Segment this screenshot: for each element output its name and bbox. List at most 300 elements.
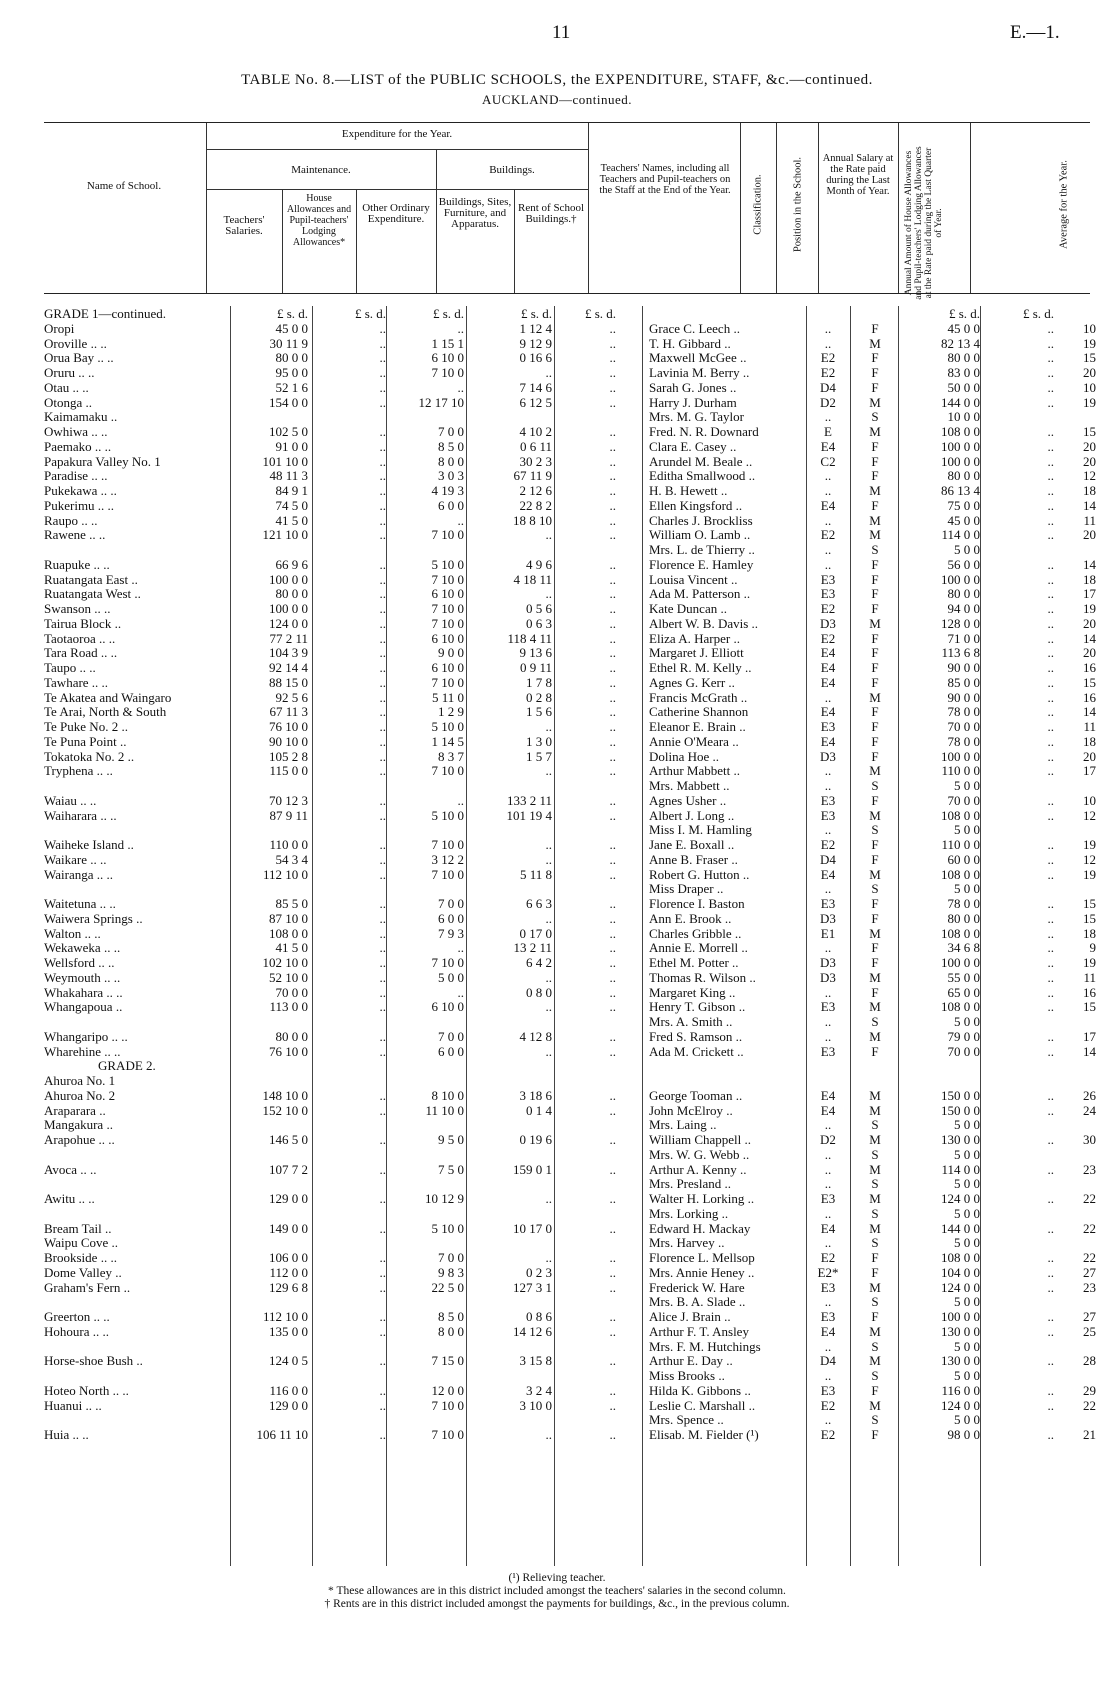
other-expenditure-cell: .. <box>457 940 464 956</box>
classification-cell: .. <box>824 822 832 838</box>
classification-cell: D3 <box>820 615 836 631</box>
annual-salary-cell: 110 0 0 <box>941 837 980 852</box>
house-allowances-cell: .. <box>379 1161 386 1177</box>
average-cell: 12 <box>1083 468 1096 484</box>
school-name: Wharehine .. .. <box>44 1043 121 1059</box>
rent-cell: .. <box>609 733 616 749</box>
classification-cell: D4 <box>820 379 836 395</box>
classification-cell: .. <box>824 1176 832 1192</box>
rent-cell: .. <box>609 615 616 631</box>
house-amount-cell: .. <box>1047 704 1054 720</box>
teacher-name: Florence I. Baston <box>649 896 745 911</box>
position-cell: M <box>869 1102 881 1118</box>
position-cell: F <box>871 601 879 616</box>
header-annual-salary: Annual Salary at the Rate paid during the Last Month of Year. <box>822 153 894 197</box>
annual-salary-cell: 108 0 0 <box>941 925 980 941</box>
buildings-cell: 9 12 9 <box>519 335 552 351</box>
table-row <box>0 365 1114 381</box>
teacher-name: Mrs. Spence .. <box>649 1412 724 1428</box>
other-expenditure-cell: 7 10 0 <box>431 365 464 380</box>
teacher-name: Arthur Mabbett .. <box>649 763 740 779</box>
teachers-salaries-cell: 100 0 0 <box>269 601 308 616</box>
classification-cell: .. <box>824 778 832 793</box>
other-expenditure-cell: 7 10 0 <box>431 1397 464 1413</box>
rent-cell: .. <box>609 497 616 513</box>
position-cell: F <box>871 1043 879 1059</box>
rent-cell: .. <box>609 807 616 823</box>
average-cell: 20 <box>1083 453 1096 469</box>
school-name: Ruatangata West .. <box>44 586 141 602</box>
table-row <box>0 395 1114 411</box>
average-cell: 9 <box>1089 940 1096 956</box>
school-name: Owhiwa .. .. <box>44 424 108 439</box>
teacher-name: Ethel R. M. Kelly .. <box>649 660 752 675</box>
other-expenditure-cell: 7 10 0 <box>431 763 464 779</box>
position-cell: F <box>871 792 879 808</box>
other-expenditure-cell: 6 10 0 <box>431 630 464 646</box>
average-cell: 12 <box>1083 851 1096 867</box>
house-allowances-cell: .. <box>379 645 386 661</box>
position-cell: S <box>871 1294 879 1310</box>
other-expenditure-cell: .. <box>457 320 464 336</box>
house-allowances-cell: .. <box>379 1191 386 1206</box>
buildings-cell: 1 7 8 <box>526 674 552 690</box>
rent-cell: .. <box>609 792 616 808</box>
house-allowances-cell: .. <box>379 719 386 734</box>
average-cell: 14 <box>1083 556 1096 572</box>
teachers-salaries-cell: 102 10 0 <box>262 955 308 970</box>
other-expenditure-cell: 9 5 0 <box>438 1132 464 1147</box>
rent-cell: .. <box>609 940 616 956</box>
annual-salary-cell: 108 0 0 <box>941 866 980 882</box>
position-cell: F <box>871 896 879 911</box>
other-expenditure-cell: 5 10 0 <box>431 807 464 823</box>
classification-cell: E3 <box>820 719 836 734</box>
classification-cell: E4 <box>820 1087 836 1103</box>
house-allowances-cell: .. <box>379 1427 386 1442</box>
buildings-cell: .. <box>545 527 552 543</box>
other-expenditure-cell: 6 10 0 <box>431 999 464 1015</box>
column-headers <box>44 122 1090 300</box>
annual-salary-cell: 114 0 0 <box>941 527 980 543</box>
other-expenditure-cell: .. <box>457 984 464 1000</box>
position-cell: S <box>871 409 879 425</box>
average-cell: 20 <box>1083 615 1096 631</box>
teachers-salaries-cell: 112 10 0 <box>262 1309 308 1324</box>
annual-salary-cell: 79 0 0 <box>947 1028 980 1044</box>
school-name: Wellsford .. .. <box>44 955 115 970</box>
teachers-salaries-cell: 116 0 0 <box>269 1382 308 1398</box>
other-expenditure-cell: 12 0 0 <box>431 1382 464 1398</box>
position-cell: M <box>869 969 881 985</box>
other-expenditure-cell: 1 15 1 <box>431 335 464 351</box>
classification-cell: E4 <box>820 438 836 454</box>
annual-salary-cell: 83 0 0 <box>947 365 980 380</box>
position-cell: M <box>869 615 881 631</box>
buildings-cell: 0 8 0 <box>526 984 552 1000</box>
position-cell: M <box>869 807 881 823</box>
school-name: Waipu Cove .. <box>44 1235 119 1251</box>
teacher-name: Florence L. Mellsop <box>649 1250 755 1265</box>
average-cell: 19 <box>1083 955 1096 970</box>
buildings-cell: 22 8 2 <box>519 497 552 513</box>
school-name: Avoca .. .. <box>44 1161 97 1177</box>
school-name: Tara Road .. .. <box>44 645 118 661</box>
teacher-name: Mrs. B. A. Slade .. <box>649 1294 746 1310</box>
house-allowances-cell: .. <box>379 320 386 336</box>
header-average: Average for the Year. <box>1058 160 1070 249</box>
annual-salary-cell: 100 0 0 <box>941 438 980 454</box>
house-amount-cell: .. <box>1047 999 1054 1015</box>
other-expenditure-cell: 7 10 0 <box>431 1427 464 1442</box>
annual-salary-cell: 98 0 0 <box>947 1427 980 1442</box>
position-cell: M <box>869 1353 881 1369</box>
position-cell: S <box>871 1146 879 1162</box>
position-cell: S <box>871 1176 879 1192</box>
classification-cell: .. <box>824 468 832 484</box>
school-name: Whangapoua .. <box>44 999 123 1015</box>
house-amount-cell: .. <box>1047 571 1054 587</box>
teacher-name: Hilda K. Gibbons .. <box>649 1382 751 1398</box>
other-expenditure-cell: 8 10 0 <box>431 1087 464 1103</box>
house-amount-cell: .. <box>1047 1043 1054 1059</box>
table-row <box>0 940 1114 956</box>
table-row <box>0 1309 1114 1325</box>
teacher-name: Catherine Shannon <box>649 704 749 720</box>
other-expenditure-cell: 7 10 0 <box>431 571 464 587</box>
other-expenditure-cell: .. <box>457 792 464 808</box>
rent-cell: .. <box>609 1309 616 1324</box>
average-cell: 22 <box>1083 1220 1096 1236</box>
house-amount-cell: .. <box>1047 453 1054 469</box>
buildings-cell: £ s. d. <box>520 306 552 321</box>
teacher-name: Charles Gribble .. <box>649 925 742 941</box>
school-name: Walton .. .. <box>44 925 101 941</box>
classification-cell: .. <box>824 1014 832 1029</box>
classification-cell: E4 <box>820 1220 836 1236</box>
school-name: Greerton .. .. <box>44 1309 110 1324</box>
buildings-cell: .. <box>545 851 552 867</box>
other-expenditure-cell: 6 0 0 <box>438 1043 464 1059</box>
annual-salary-cell: 5 0 0 <box>954 1294 980 1310</box>
school-name: Huanui .. .. <box>44 1397 102 1413</box>
house-amount-cell: .. <box>1047 1250 1054 1265</box>
buildings-cell: 3 18 6 <box>519 1087 552 1103</box>
teacher-name: Grace C. Leech .. <box>649 320 740 336</box>
rent-cell: .. <box>609 483 616 498</box>
buildings-cell: 4 9 6 <box>526 556 552 572</box>
position-cell: M <box>869 335 881 351</box>
rent-cell: .. <box>609 645 616 661</box>
average-cell: 14 <box>1083 497 1096 513</box>
position-cell: M <box>869 1132 881 1147</box>
house-amount-cell: .. <box>1047 955 1054 970</box>
school-name: Waikare .. .. <box>44 851 107 867</box>
classification-cell: E4 <box>820 660 836 675</box>
teacher-name: Miss Draper .. <box>649 881 724 897</box>
rent-cell: .. <box>609 1323 616 1339</box>
position-cell: M <box>869 1191 881 1206</box>
average-cell: 20 <box>1083 748 1096 764</box>
rent-cell: .. <box>609 1427 616 1442</box>
header-expenditure: Expenditure for the Year. <box>341 128 453 140</box>
house-amount-cell: .. <box>1047 1323 1054 1339</box>
other-expenditure-cell: .. <box>457 512 464 528</box>
annual-salary-cell: 108 0 0 <box>941 424 980 439</box>
table-row <box>0 1132 1114 1148</box>
buildings-cell: 0 5 6 <box>526 601 552 616</box>
teachers-salaries-cell: 41 5 0 <box>275 512 308 528</box>
position-cell: S <box>871 1338 879 1354</box>
position-cell: S <box>871 1368 879 1383</box>
buildings-cell: 1 5 7 <box>526 748 552 764</box>
buildings-cell: 0 2 8 <box>526 689 552 705</box>
position-cell: S <box>871 881 879 897</box>
annual-salary-cell: 86 13 4 <box>941 483 980 498</box>
house-amount-cell: .. <box>1047 896 1054 911</box>
teacher-name: Mrs. A. Smith .. <box>649 1014 733 1029</box>
annual-salary-cell: 5 0 0 <box>954 778 980 793</box>
house-allowances-cell: .. <box>379 955 386 970</box>
school-name: Waiau .. .. <box>44 792 97 808</box>
average-cell: 20 <box>1083 365 1096 380</box>
table-row <box>0 926 1114 942</box>
teacher-name: Arthur A. Kenny .. <box>649 1161 747 1177</box>
annual-salary-cell: 110 0 0 <box>941 763 980 779</box>
position-cell: S <box>871 1235 879 1251</box>
buildings-cell: 18 8 10 <box>513 512 552 528</box>
annual-salary-cell: 56 0 0 <box>947 556 980 572</box>
position-cell: F <box>871 379 879 395</box>
position-cell: F <box>871 365 879 380</box>
position-cell: F <box>871 453 879 469</box>
house-allowances-cell: .. <box>379 704 386 720</box>
school-name: Tawhare .. .. <box>44 674 109 690</box>
other-expenditure-cell: 7 9 3 <box>438 925 464 941</box>
header-buildings-group: Buildings. <box>489 164 535 176</box>
annual-salary-cell: 100 0 0 <box>941 1309 980 1324</box>
table-row <box>0 336 1114 352</box>
house-allowances-cell: .. <box>379 748 386 764</box>
teachers-salaries-cell: 70 0 0 <box>275 984 308 1000</box>
other-expenditure-cell: 5 0 0 <box>438 969 464 985</box>
annual-salary-cell: 130 0 0 <box>941 1323 980 1339</box>
other-expenditure-cell: 7 10 0 <box>431 866 464 882</box>
school-name: Oropi <box>44 320 75 336</box>
annual-salary-cell: 94 0 0 <box>947 601 980 616</box>
rent-cell: .. <box>609 1191 616 1206</box>
average-cell: 11 <box>1083 512 1096 528</box>
buildings-cell: 30 2 3 <box>519 453 552 469</box>
house-allowances-cell: .. <box>379 689 386 705</box>
house-allowances-cell: .. <box>379 925 386 941</box>
teacher-name: Annie E. Morrell .. <box>649 940 748 956</box>
school-name: Hohoura .. .. <box>44 1323 109 1339</box>
teacher-name: Miss I. M. Hamling <box>649 822 752 838</box>
buildings-cell: 4 18 11 <box>513 571 552 587</box>
classification-cell: .. <box>824 1294 832 1310</box>
annual-salary-cell: 5 0 0 <box>954 1338 980 1354</box>
teachers-salaries-cell: 102 5 0 <box>269 424 308 439</box>
house-allowances-cell: .. <box>379 896 386 911</box>
teacher-name: T. H. Gibbard .. <box>649 335 731 351</box>
classification-cell: .. <box>824 1338 832 1354</box>
house-amount-cell: .. <box>1047 1191 1054 1206</box>
teacher-name: Ada M. Patterson .. <box>649 586 751 602</box>
rent-cell: .. <box>609 1397 616 1413</box>
rent-cell: .. <box>609 837 616 852</box>
teacher-name: Editha Smallwood .. <box>649 468 756 484</box>
other-expenditure-cell: 7 10 0 <box>431 837 464 852</box>
house-amount-cell: .. <box>1047 1353 1054 1369</box>
teachers-salaries-cell: 154 0 0 <box>269 394 308 410</box>
classification-cell: .. <box>824 1146 832 1162</box>
classification-cell: E2 <box>820 837 836 852</box>
annual-salary-cell: 65 0 0 <box>947 984 980 1000</box>
teacher-name: Frederick W. Hare <box>649 1279 745 1295</box>
teachers-salaries-cell: 112 10 0 <box>262 866 308 882</box>
school-name: Horse-shoe Bush .. <box>44 1353 143 1369</box>
house-amount-cell: .. <box>1047 660 1054 675</box>
school-name: GRADE 1—continued. <box>44 306 167 321</box>
other-expenditure-cell: 7 0 0 <box>438 1250 464 1265</box>
teacher-name: Albert W. B. Davis .. <box>649 615 759 631</box>
house-allowances-cell: .. <box>379 571 386 587</box>
teacher-name: Mrs. Lorking .. <box>649 1205 729 1221</box>
annual-salary-cell: 5 0 0 <box>954 881 980 897</box>
buildings-cell: 159 0 1 <box>513 1161 552 1177</box>
position-cell: S <box>871 542 879 557</box>
house-amount-cell: .. <box>1047 851 1054 867</box>
teachers-salaries-cell: 67 11 3 <box>269 704 308 720</box>
school-name: Tokatoka No. 2 .. <box>44 748 135 764</box>
average-cell: 12 <box>1083 807 1096 823</box>
house-amount-cell: .. <box>1047 379 1054 395</box>
rent-cell: .. <box>609 601 616 616</box>
classification-cell: E2 <box>820 1397 836 1413</box>
teachers-salaries-cell: 108 0 0 <box>269 925 308 941</box>
teacher-name: Agnes G. Kerr .. <box>649 674 735 690</box>
teachers-salaries-cell: 121 10 0 <box>262 527 308 543</box>
other-expenditure-cell: 5 10 0 <box>431 556 464 572</box>
teachers-salaries-cell: 84 9 1 <box>275 483 308 498</box>
annual-salary-cell: 10 0 0 <box>947 409 980 425</box>
teachers-salaries-cell: 152 10 0 <box>262 1102 308 1118</box>
rent-cell: .. <box>609 438 616 454</box>
table-row <box>0 970 1114 986</box>
average-cell: 16 <box>1083 984 1096 1000</box>
teacher-name: Leslie C. Marshall .. <box>649 1397 756 1413</box>
table-row <box>0 616 1114 632</box>
house-allowances-cell: .. <box>379 1043 386 1059</box>
table-row <box>0 1339 1114 1355</box>
teacher-name: Mrs. Annie Heney .. <box>649 1264 755 1280</box>
other-expenditure-cell: 11 10 0 <box>425 1102 464 1118</box>
table-row <box>0 439 1114 455</box>
rent-cell: .. <box>609 925 616 941</box>
house-allowances-cell: .. <box>379 733 386 749</box>
teachers-salaries-cell: 77 2 11 <box>269 630 308 646</box>
rent-cell: .. <box>609 1161 616 1177</box>
school-name: Hoteo North .. .. <box>44 1382 129 1398</box>
annual-salary-cell: 34 6 8 <box>947 940 980 956</box>
house-allowances-cell: .. <box>379 527 386 543</box>
table-row <box>0 763 1114 779</box>
rent-cell: .. <box>609 556 616 572</box>
header-teachers-salaries: Teachers' Salaries. <box>223 214 265 237</box>
school-name: Te Akatea and Waingaro <box>44 689 172 705</box>
classification-cell: E2 <box>820 630 836 646</box>
house-amount-cell: .. <box>1047 689 1054 705</box>
annual-salary-cell: 100 0 0 <box>941 453 980 469</box>
classification-cell: .. <box>824 940 832 956</box>
school-name: Taupo .. .. <box>44 660 96 675</box>
rent-cell: .. <box>609 512 616 528</box>
average-cell: 25 <box>1083 1323 1096 1339</box>
table-row <box>0 1014 1114 1030</box>
other-expenditure-cell: 6 0 0 <box>438 497 464 513</box>
header-name-of-school: Name of School. <box>86 180 162 192</box>
teachers-salaries-cell: 92 14 4 <box>269 660 308 675</box>
buildings-cell: 3 10 0 <box>519 1397 552 1413</box>
buildings-cell: .. <box>545 969 552 985</box>
average-cell: 21 <box>1083 1427 1096 1442</box>
average-cell: 22 <box>1083 1191 1096 1206</box>
annual-salary-cell: 45 0 0 <box>947 512 980 528</box>
table-row <box>0 1058 1114 1074</box>
rent-cell: .. <box>609 1250 616 1265</box>
header-buildings-sites: Buildings, Sites, Furniture, and Apparatus. <box>438 196 512 230</box>
house-amount-cell: .. <box>1047 512 1054 528</box>
annual-salary-cell: 5 0 0 <box>954 1117 980 1133</box>
average-cell: 22 <box>1083 1397 1096 1413</box>
annual-salary-cell: 124 0 0 <box>941 1397 980 1413</box>
table-row <box>0 1280 1114 1296</box>
house-amount-cell: .. <box>1047 483 1054 498</box>
house-amount-cell: .. <box>1047 763 1054 779</box>
position-cell: F <box>871 733 879 749</box>
position-cell: M <box>869 424 881 439</box>
rent-cell: .. <box>609 984 616 1000</box>
table-row <box>0 586 1114 602</box>
annual-salary-cell: 5 0 0 <box>954 822 980 838</box>
rent-cell: £ s. d. <box>584 306 616 321</box>
house-amount-cell: .. <box>1047 719 1054 734</box>
teacher-name: Mrs. Mabbett .. <box>649 778 730 793</box>
house-amount-cell: .. <box>1047 556 1054 572</box>
position-cell: M <box>869 1279 881 1295</box>
header-maintenance: Maintenance. <box>291 164 351 176</box>
table-row <box>0 380 1114 396</box>
buildings-cell: 127 3 1 <box>513 1279 552 1295</box>
average-cell: 18 <box>1083 925 1096 941</box>
average-cell: 16 <box>1083 689 1096 705</box>
house-amount-cell: .. <box>1047 586 1054 602</box>
position-cell: M <box>869 483 881 498</box>
table-row <box>0 690 1114 706</box>
house-amount-cell: .. <box>1047 866 1054 882</box>
table-row <box>0 837 1114 853</box>
average-cell: 17 <box>1083 1028 1096 1044</box>
table-row <box>0 321 1114 337</box>
school-name: Brookside .. .. <box>44 1250 117 1265</box>
teachers-salaries-cell: 135 0 0 <box>269 1323 308 1339</box>
house-amount-cell: .. <box>1047 1279 1054 1295</box>
classification-cell: E2 <box>820 527 836 543</box>
rent-cell: .. <box>609 394 616 410</box>
header-house-allowances: House Allowances and Pupil-teachers' Lodging Allowances* <box>286 193 352 248</box>
school-name: Waiharara .. .. <box>44 807 117 823</box>
